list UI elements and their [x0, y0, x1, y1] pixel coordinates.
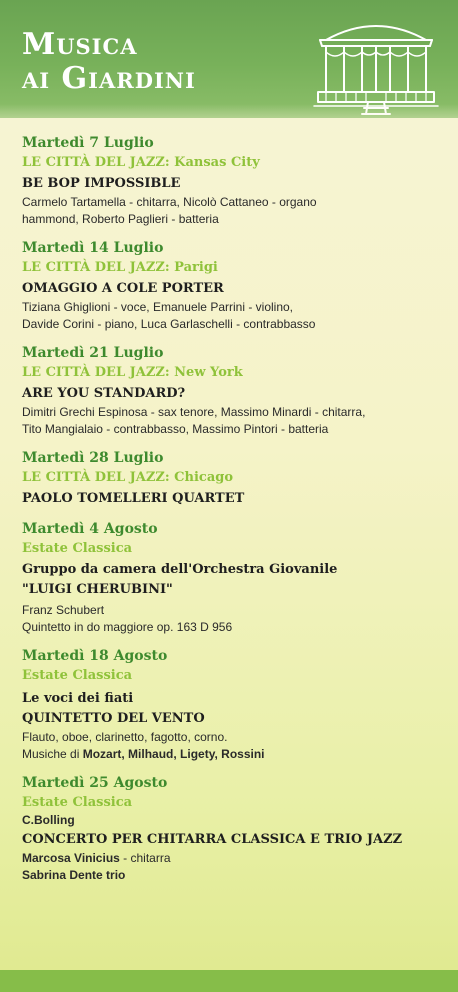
event-date: Martedì 14 Luglio: [22, 240, 164, 256]
event-date: Martedì 4 Agosto: [22, 521, 158, 537]
program-composers: Mozart, Milhaud, Ligety, Rossini: [82, 747, 265, 761]
event-performers-line-1: Tiziana Ghiglioni - voce, Emanuele Parrini - violino,: [22, 300, 294, 314]
event-item: [22, 774, 442, 884]
program-prefix: Musiche di: [22, 747, 83, 761]
event-title: PAOLO TOMELLERI QUARTET: [22, 491, 245, 506]
event-performer-2: Sabrina Dente trio: [22, 868, 126, 882]
performer-role: - chitarra: [119, 851, 171, 865]
event-date: Martedì 21 Luglio: [22, 345, 164, 361]
event-item: [22, 134, 442, 228]
event-series: LE CITTÀ DEL JAZZ: Kansas City: [22, 155, 260, 170]
event-composer: Franz Schubert: [22, 603, 105, 617]
event-date: Martedì 18 Agosto: [22, 648, 168, 664]
event-instruments: Flauto, oboe, clarinetto, fagotto, corno.: [22, 730, 228, 744]
event-title: Gruppo da camera dell'Orchestra Giovanile: [22, 562, 338, 577]
title-line-1: Musica: [22, 27, 138, 62]
header-banner: [0, 0, 458, 118]
event-performers-line-1: Carmelo Tartamella - chitarra, Nicolò Cattaneo - organo: [22, 195, 317, 209]
event-title-2: "LUIGI CHERUBINI": [22, 582, 173, 597]
event-date: Martedì 28 Luglio: [22, 450, 164, 466]
event-series: LE CITTÀ DEL JAZZ: Chicago: [22, 470, 234, 485]
event-composer: C.Bolling: [22, 813, 75, 827]
event-item: [22, 449, 442, 509]
event-series: LE CITTÀ DEL JAZZ: Parigi: [22, 260, 218, 275]
event-item: [22, 520, 442, 636]
event-title-2: QUINTETTO DEL VENTO: [22, 711, 205, 726]
page-title: [22, 28, 196, 96]
event-date: Martedì 25 Agosto: [22, 775, 168, 791]
event-series: LE CITTÀ DEL JAZZ: New York: [22, 365, 243, 380]
event-program: [22, 746, 442, 763]
event-performers-line-2: hammond, Roberto Paglieri - batteria: [22, 212, 219, 226]
event-series: Estate Classica: [22, 541, 133, 556]
title-line-2: ai Giardini: [22, 61, 196, 96]
event-title: BE BOP IMPOSSIBLE: [22, 176, 181, 191]
event-item: [22, 239, 442, 333]
event-performers-line-2: Tito Mangialaio - contrabbasso, Massimo Pintori - batteria: [22, 422, 329, 436]
event-series: Estate Classica: [22, 668, 133, 683]
event-title: OMAGGIO A COLE PORTER: [22, 281, 224, 296]
event-title: ARE YOU STANDARD?: [22, 386, 186, 401]
event-performers-line-1: Dimitri Grechi Espinosa - sax tenore, Massimo Minardi - chitarra,: [22, 405, 366, 419]
event-item: [22, 344, 442, 438]
event-list: [22, 134, 442, 895]
event-date: Martedì 7 Luglio: [22, 135, 154, 151]
event-series: Estate Classica: [22, 795, 133, 810]
event-item: [22, 647, 442, 763]
performer-name: Marcosa Vinicius: [22, 851, 120, 865]
event-performers-line-2: Davide Corini - piano, Luca Garlaschelli - contrabbasso: [22, 317, 316, 331]
event-work: Quintetto in do maggiore op. 163 D 956: [22, 620, 233, 634]
event-performer-1: [22, 850, 442, 867]
bottom-bar: [0, 970, 458, 992]
event-title: Le voci dei fiati: [22, 691, 134, 706]
bandstand-icon: [312, 18, 440, 118]
event-title: CONCERTO PER CHITARRA CLASSICA E TRIO JAZZ: [22, 832, 403, 847]
